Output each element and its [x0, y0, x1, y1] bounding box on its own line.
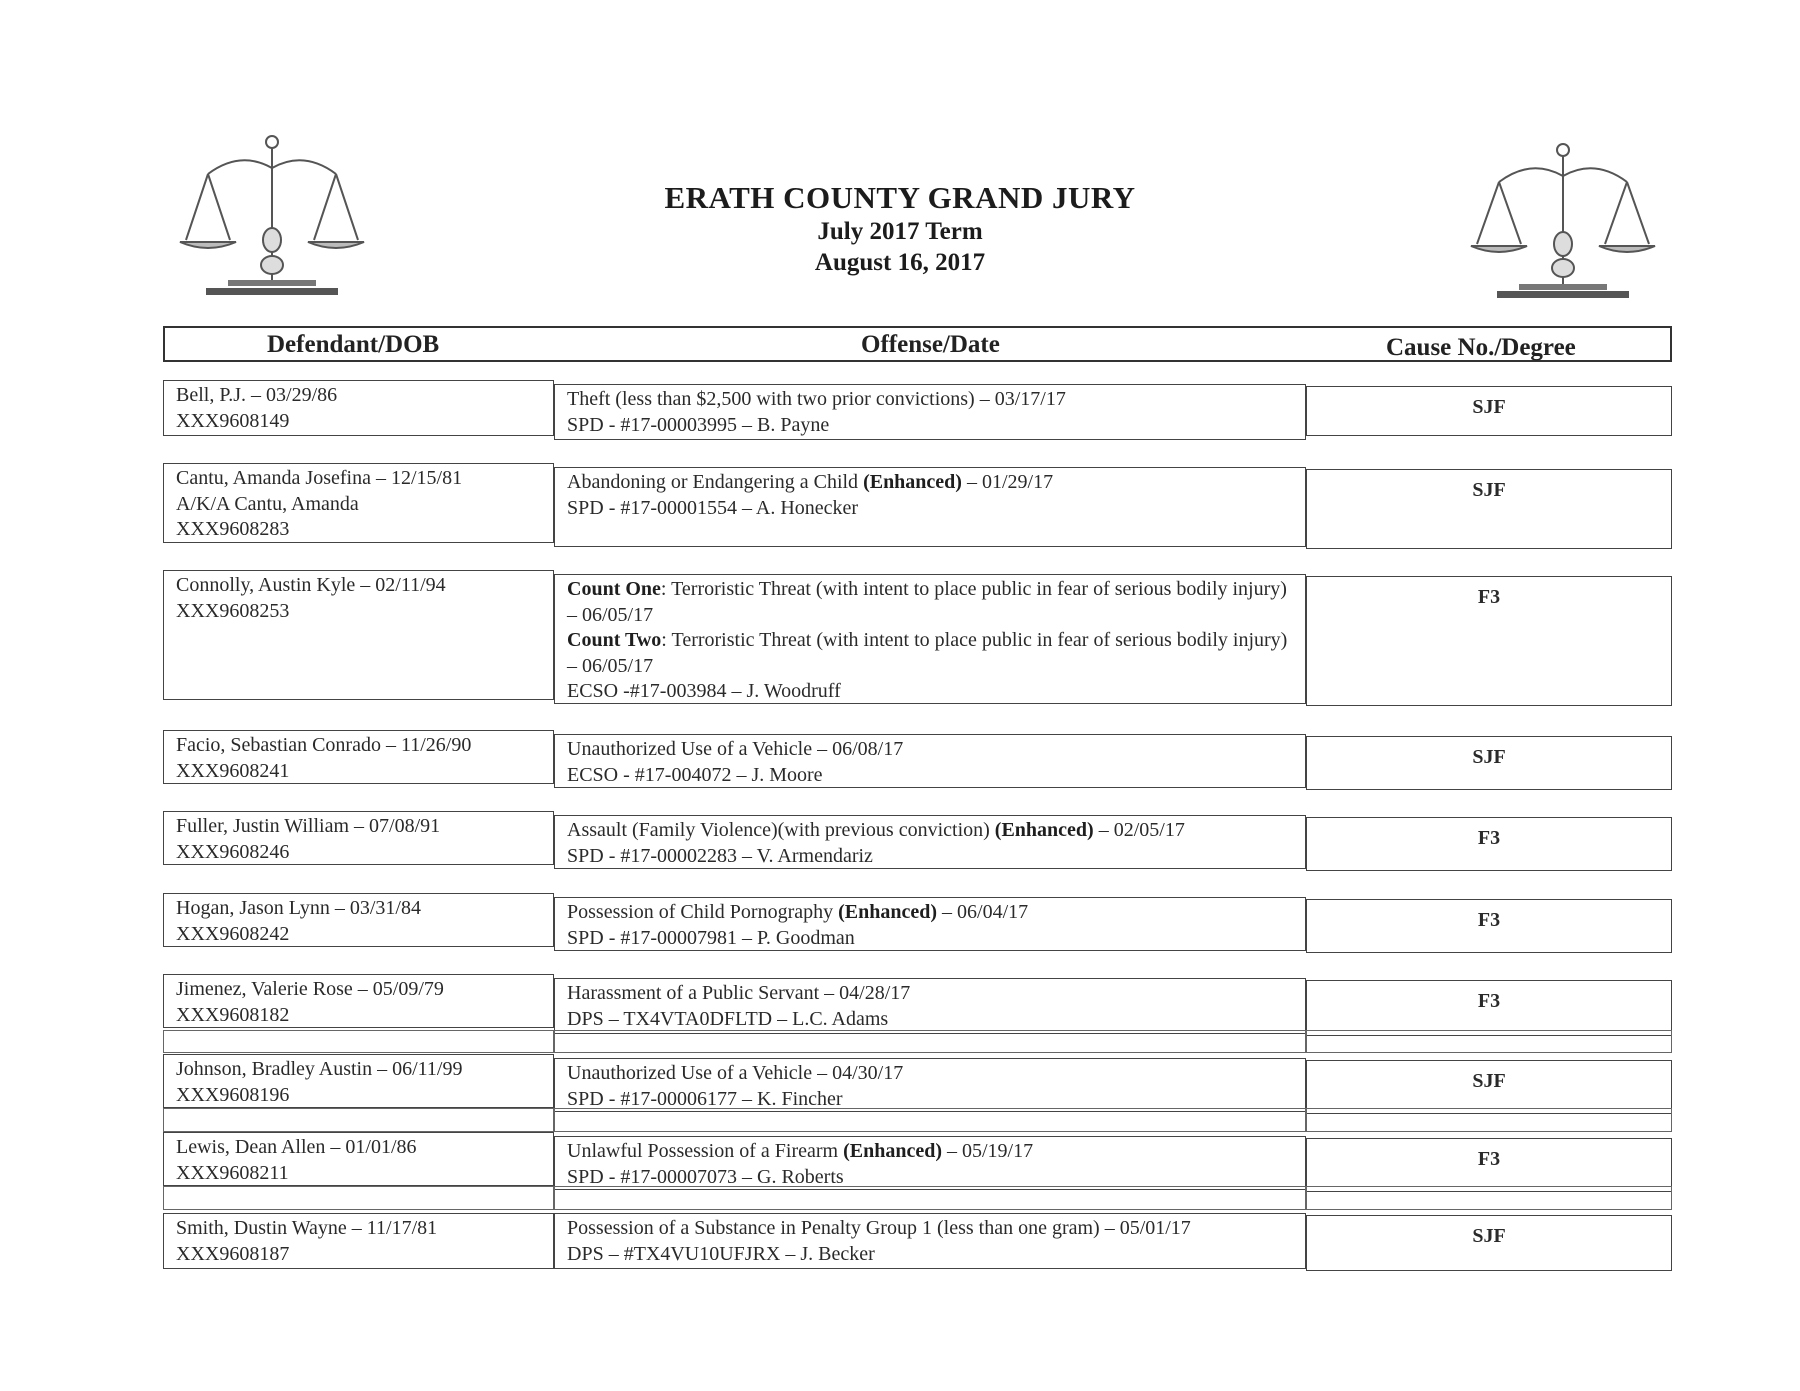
degree-value: SJF: [1472, 396, 1506, 418]
offense-line: [567, 413, 1293, 439]
document-title: ERATH COUNTY GRAND JURY: [664, 180, 1136, 215]
offense-cell: [554, 574, 1306, 704]
offense-cell: [554, 978, 1306, 1034]
offense-text: SPD - #17-00006177 – K. Fincher: [567, 1087, 843, 1110]
offense-text: – 01/29/17: [961, 471, 1054, 493]
defendant-name: Lewis, Dean Allen – 01/01/86: [176, 1136, 417, 1158]
empty-cell: [554, 1030, 1306, 1053]
offense-cell: [554, 897, 1306, 951]
degree-cell: [1306, 1060, 1672, 1114]
offense-text: SPD - #17-00007073 – G. Roberts: [567, 1165, 844, 1188]
empty-cell: [163, 1186, 554, 1210]
offense-text: Harassment of a Public Servant – 04/28/17: [567, 982, 911, 1004]
degree-value: F3: [1477, 1148, 1501, 1170]
offense-emphasis: Count Two: [567, 629, 662, 651]
offense-text: DPS – #TX4VU10UFJRX – J. Becker: [567, 1242, 875, 1265]
offense-line: [567, 1139, 1293, 1165]
defendant-id: XXX9608211: [176, 1161, 289, 1184]
defendant-cell: [163, 811, 554, 865]
empty-cell: [554, 1186, 1306, 1210]
degree-cell: [1306, 469, 1672, 549]
offense-text: : Terroristic Threat (with intent to place public in fear of serious bodily injury) – 06/05/17: [567, 578, 1287, 626]
offense-line: [567, 900, 1293, 926]
offense-line: [567, 496, 1293, 522]
defendant-id: XXX9608246: [176, 840, 290, 863]
offense-text: Possession of Child Pornography: [567, 901, 839, 923]
offense-text: – 02/05/17: [1093, 819, 1185, 841]
defendant-cell: [163, 463, 554, 543]
offense-line: [567, 981, 1293, 1007]
offense-emphasis: (Enhanced): [838, 901, 938, 923]
offense-line: [567, 763, 1293, 789]
defendant-name: Bell, P.J. – 03/29/86: [176, 384, 338, 406]
offense-text: Assault (Family Violence)(with previous conviction): [567, 819, 995, 841]
offense-cell: [554, 467, 1306, 547]
offense-line: [567, 1242, 1293, 1268]
empty-cell: [1306, 1108, 1672, 1132]
offense-text: – 05/19/17: [941, 1140, 1034, 1162]
offense-line: [567, 737, 1293, 763]
defendant-id: XXX9608283: [176, 518, 290, 540]
defendant-id: XXX9608149: [176, 409, 290, 432]
defendant-id: XXX9608182: [176, 1003, 290, 1026]
offense-line: [567, 577, 1293, 628]
defendant-cell: [163, 893, 554, 947]
defendant-name: Fuller, Justin William – 07/08/91: [176, 815, 441, 837]
empty-cell: [1306, 1186, 1672, 1210]
degree-cell: [1306, 899, 1672, 953]
degree-cell: [1306, 736, 1672, 790]
empty-cell: [163, 1108, 554, 1132]
degree-cell: [1306, 1138, 1672, 1192]
degree-value: F3: [1477, 990, 1501, 1012]
offense-text: DPS – TX4VTA0DFLTD – L.C. Adams: [567, 1007, 889, 1030]
offense-text: Unauthorized Use of a Vehicle – 04/30/17: [567, 1062, 904, 1084]
defendant-id: XXX9608242: [176, 922, 290, 945]
offense-emphasis: (Enhanced): [994, 819, 1094, 841]
term-label: July 2017 Term: [817, 218, 983, 245]
defendant-cell: [163, 570, 554, 700]
offense-cell: [554, 1058, 1306, 1112]
offense-text: Abandoning or Endangering a Child: [567, 471, 864, 493]
defendant-cell: [163, 380, 554, 436]
empty-cell: [1306, 1030, 1672, 1053]
offense-cell: [554, 734, 1306, 788]
degree-cell: [1306, 817, 1672, 871]
offense-text: : Terroristic Threat (with intent to place public in fear of serious bodily injury) – 06/05/17: [567, 629, 1288, 677]
offense-text: – 06/04/17: [937, 901, 1029, 923]
degree-cell: [1306, 980, 1672, 1036]
defendant-name: Jimenez, Valerie Rose – 05/09/79: [176, 978, 444, 1000]
defendant-id: XXX9608187: [176, 1242, 290, 1265]
offense-line: [567, 1061, 1293, 1087]
empty-cell: [163, 1030, 554, 1053]
offense-text: SPD - #17-00003995 – B. Payne: [567, 413, 830, 436]
offense-line: [567, 470, 1293, 496]
degree-cell: [1306, 386, 1672, 436]
offense-line: [567, 818, 1293, 844]
defendant-name: Cantu, Amanda Josefina – 12/15/81: [176, 467, 463, 489]
defendant-name: Connolly, Austin Kyle – 02/11/94: [176, 574, 446, 596]
degree-value: SJF: [1472, 1225, 1506, 1247]
degree-value: F3: [1477, 909, 1501, 931]
defendant-cell: [163, 974, 554, 1028]
degree-cell: [1306, 576, 1672, 706]
defendant-cell: [163, 1132, 554, 1186]
defendant-cell: [163, 1213, 554, 1269]
offense-text: Theft (less than $2,500 with two prior convictions) – 03/17/17: [567, 388, 1066, 410]
degree-value: F3: [1477, 586, 1501, 608]
offense-emphasis: (Enhanced): [843, 1140, 942, 1162]
offense-line: [567, 387, 1293, 413]
offense-cell: [554, 815, 1306, 869]
defendant-name: Hogan, Jason Lynn – 03/31/84: [176, 897, 421, 919]
defendant-id: XXX9608241: [176, 759, 290, 782]
offense-text: Unlawful Possession of a Firearm: [567, 1140, 844, 1162]
offense-text: SPD - #17-00007981 – P. Goodman: [567, 926, 855, 949]
offense-cell: [554, 1136, 1306, 1190]
defendant-id: XXX9608253: [176, 599, 290, 622]
degree-value: SJF: [1472, 479, 1506, 501]
offense-emphasis: (Enhanced): [863, 471, 962, 493]
column-header-cause: Cause No./Degree: [1386, 334, 1576, 361]
offense-text: ECSO - #17-004072 – J. Moore: [567, 763, 823, 786]
defendant-name: A/K/A Cantu, Amanda: [176, 492, 359, 515]
defendant-name: Johnson, Bradley Austin – 06/11/99: [176, 1058, 463, 1080]
degree-cell: [1306, 1215, 1672, 1271]
offense-cell: [554, 1213, 1306, 1269]
defendant-cell: [163, 730, 554, 784]
offense-line: [567, 844, 1293, 870]
offense-line: [567, 1216, 1293, 1242]
offense-text: Possession of a Substance in Penalty Group 1 (less than one gram) – 05/01/17: [567, 1217, 1191, 1239]
document-date: August 16, 2017: [814, 249, 986, 276]
offense-text: SPD - #17-00002283 – V. Armendariz: [567, 844, 873, 867]
offense-text: ECSO -#17-003984 – J. Woodruff: [567, 680, 841, 702]
degree-value: SJF: [1472, 746, 1506, 768]
defendant-name: Facio, Sebastian Conrado – 11/26/90: [176, 734, 472, 756]
defendant-name: Smith, Dustin Wayne – 11/17/81: [176, 1217, 438, 1239]
empty-cell: [554, 1108, 1306, 1132]
column-header-defendant: Defendant/DOB: [267, 331, 440, 358]
offense-line: [567, 679, 1293, 705]
table-header: [163, 326, 1672, 362]
offense-line: [567, 1007, 1293, 1033]
offense-cell: [554, 384, 1306, 440]
defendant-id: XXX9608196: [176, 1083, 290, 1106]
defendant-cell: [163, 1054, 554, 1108]
offense-emphasis: Count One: [567, 578, 661, 600]
degree-value: F3: [1477, 827, 1501, 849]
offense-line: [567, 628, 1293, 679]
offense-text: SPD - #17-00001554 – A. Honecker: [567, 496, 859, 519]
offense-line: [567, 926, 1293, 952]
offense-text: Unauthorized Use of a Vehicle – 06/08/17: [567, 738, 904, 760]
column-header-offense: Offense/Date: [861, 331, 1000, 358]
degree-value: SJF: [1472, 1070, 1506, 1092]
